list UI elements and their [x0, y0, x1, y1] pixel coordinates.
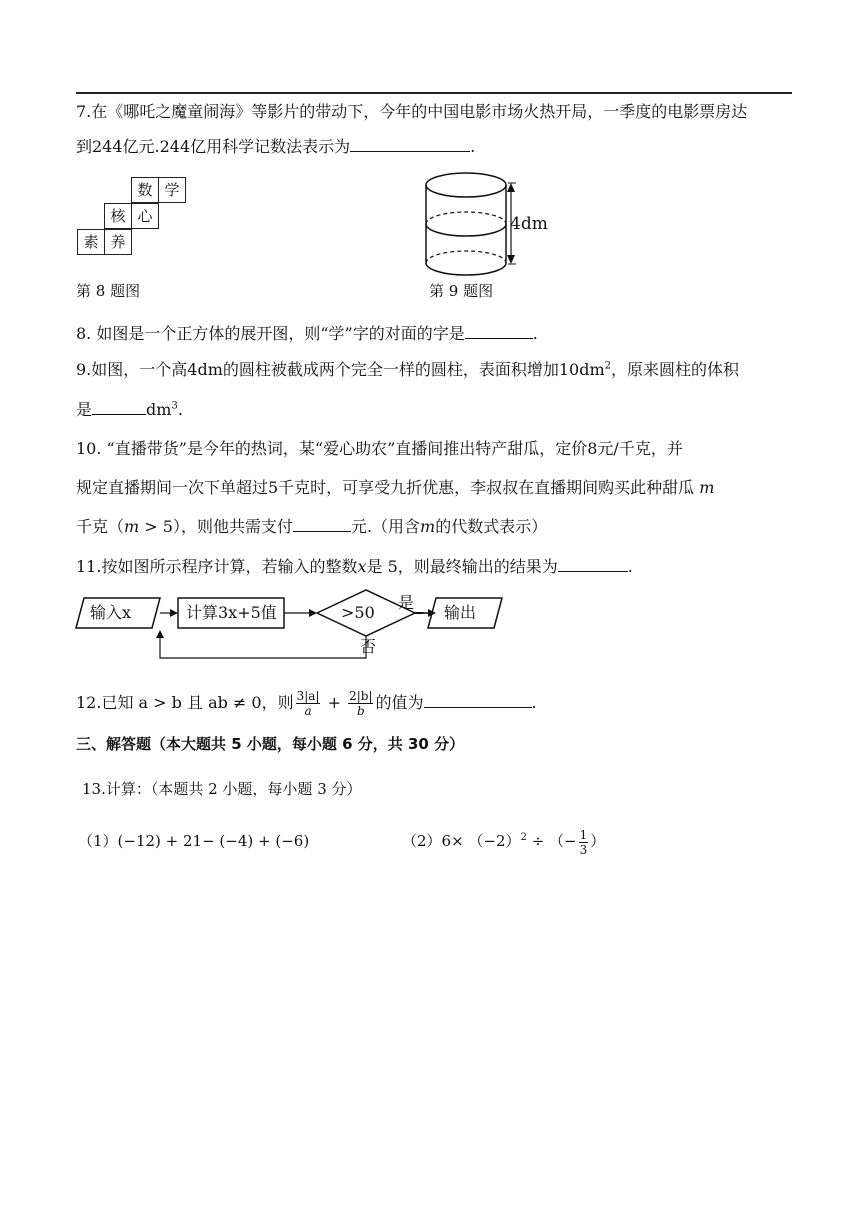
q7-line1: 7.在《哪吒之魔童闹海》等影片的带动下，今年的中国电影市场火热开局，一季度的电影票房达	[76, 102, 748, 121]
q10-line2: 规定直播期间一次下单超过5千克时，可享受九折优惠，李叔叔在直播期间购买此种甜瓜 m	[76, 478, 715, 497]
q9-line2: 是 $dm^3$.	[76, 400, 183, 419]
net-cell: 心	[131, 203, 159, 229]
q12-answer-blank[interactable]	[424, 691, 532, 708]
flowchart	[74, 588, 504, 662]
q12-fraction-1: $\frac{3|a|}{a}$	[296, 689, 320, 718]
flow-loop-line	[160, 636, 366, 658]
q8-answer-blank[interactable]	[465, 322, 533, 339]
height-label: 4dm	[510, 214, 548, 234]
flow-output-label: 输出	[444, 603, 477, 622]
q8-line: 8. 如图是一个正方体的展开图，则“学”字的对面的字是 .	[76, 324, 538, 343]
net-cell: 核	[104, 203, 132, 229]
flow-yes-label: 是	[398, 593, 415, 612]
figure9-caption: 第 9 题图	[429, 282, 494, 300]
q9-answer-blank[interactable]	[92, 398, 146, 415]
q12-line: 12.已知 a > b 且 ab ≠ 0，则 $\frac{3|a|}{a}$ + $\frac{2|b|}{b}$ 的值为 .	[76, 689, 537, 718]
q11-line: 11.按如图所示程序计算，若输入的整数x是 5，则最终输出的结果为 .	[76, 557, 633, 576]
flow-input-label: 输入x	[90, 603, 132, 622]
q10-answer-blank[interactable]	[293, 515, 351, 532]
net-cell: 数	[131, 177, 159, 203]
q9-line1: 9.如图，一个高4dm的圆柱被截成两个完全一样的圆柱，表面积增加$10dm^2$，原来圆柱的体积	[76, 360, 740, 379]
flow-compute-label: 计算3x+5值	[186, 603, 277, 622]
flow-no-label: 否	[360, 637, 377, 656]
top-divider	[76, 92, 792, 94]
q10-line3: 千克（m > 5），则他共需支付 元.（用含m的代数式表示）	[76, 517, 548, 536]
q13-title: 13.计算：（本题共 2 小题，每小题 3 分）	[82, 780, 362, 798]
q7-answer-blank[interactable]	[350, 135, 470, 152]
q13-fraction: $\frac{1}{3}$	[579, 827, 588, 857]
figure8-caption: 第 8 题图	[76, 282, 141, 300]
net-cell: 素	[77, 229, 105, 255]
q12-fraction-2: $\frac{2|b|}{b}$	[349, 689, 373, 718]
q13-part1: （1）(−12) + 21− (−4) + (−6)	[78, 832, 310, 850]
section3-title: 三、解答题（本大题共 5 小题，每小题 6 分，共 30 分）	[76, 735, 465, 753]
net-cell: 养	[104, 229, 132, 255]
q11-answer-blank[interactable]	[558, 555, 628, 572]
flow-condition-label: >50	[341, 603, 375, 622]
q10-line1: 10. “直播带货”是今年的热词，某“爱心助农”直播间推出特产甜瓜，定价8元/千克，并	[76, 439, 683, 458]
q7-line2: 到244亿元.244亿用科学记数法表示为 .	[76, 137, 476, 156]
net-cell: 学	[158, 177, 186, 203]
q13-part2: $(2)6\times (-2)^2$ ÷ （− $\frac{1}{3}$ ）	[402, 827, 606, 857]
